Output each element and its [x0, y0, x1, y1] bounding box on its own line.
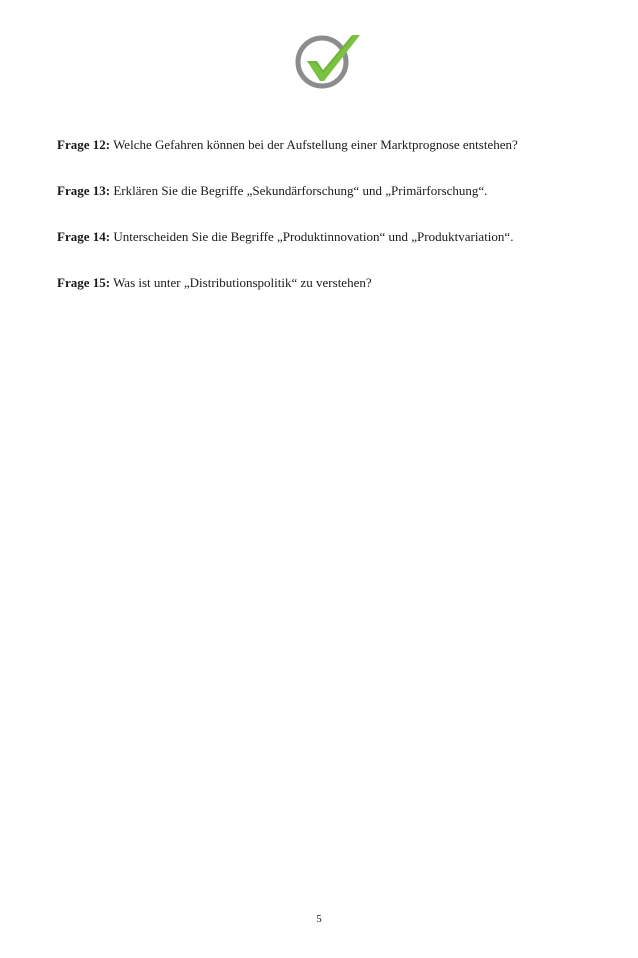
question-13 — [57, 183, 487, 199]
question-15 — [57, 275, 372, 291]
checkmark-icon — [294, 30, 362, 90]
question-text: Erklären Sie die Begriffe „Sekundärforschung“ und „Primärforschung“. — [113, 183, 488, 198]
question-14 — [57, 229, 513, 245]
question-label: Frage 12: — [57, 137, 111, 152]
question-12 — [57, 137, 518, 153]
question-label: Frage 15: — [57, 275, 111, 290]
question-text: Unterscheiden Sie die Begriffe „Produktinnovation“ und „Produktvariation“. — [113, 229, 514, 244]
question-text: Welche Gefahren können bei der Aufstellung einer Marktprognose entstehen? — [113, 137, 518, 152]
question-label: Frage 14: — [57, 229, 111, 244]
page-number: 5 — [316, 913, 322, 925]
question-text: Was ist unter „Distributionspolitik“ zu verstehen? — [113, 275, 372, 290]
question-label: Frage 13: — [57, 183, 111, 198]
checkmark-logo — [294, 30, 362, 90]
